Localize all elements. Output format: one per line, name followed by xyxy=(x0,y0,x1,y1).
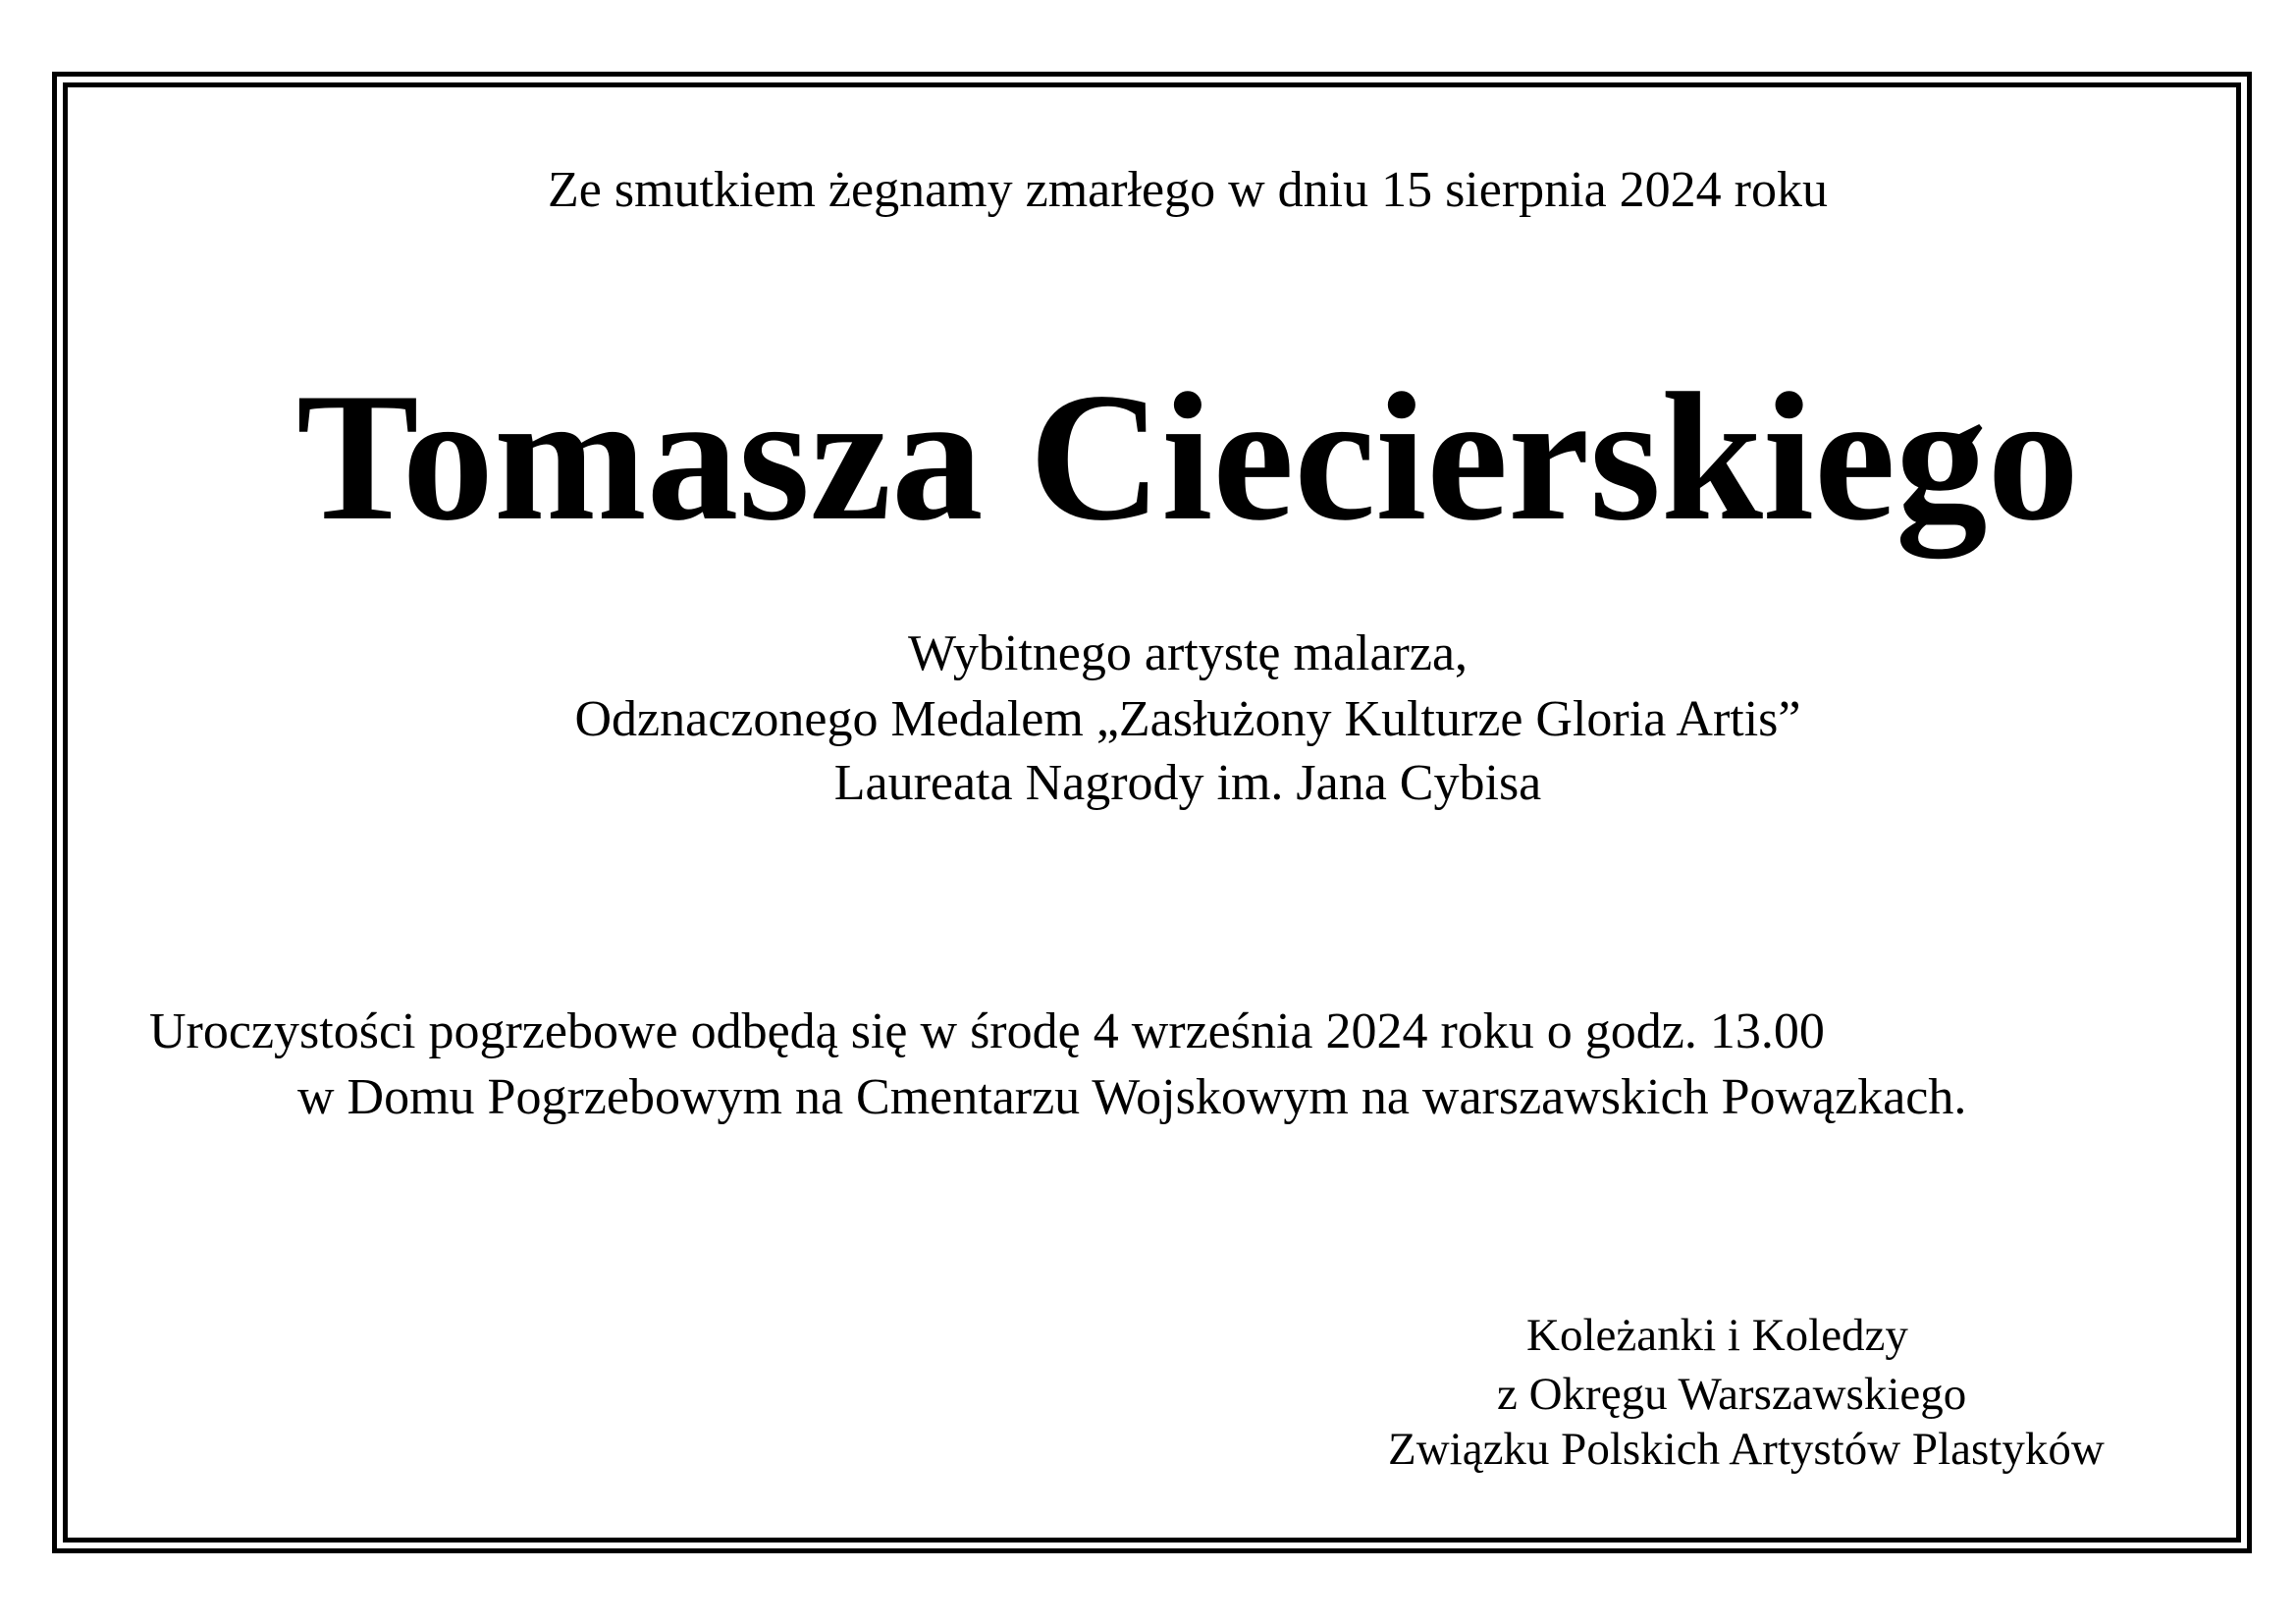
signature-line-district: z Okręgu Warszawskiego xyxy=(1497,1369,1967,1420)
intro-line: Ze smutkiem żegnamy zmarłego w dniu 15 sierpnia 2024 roku xyxy=(547,162,1828,218)
funeral-location-line: w Domu Pogrzebowym na Cmentarzu Wojskowym na warszawskich Powązkach. xyxy=(297,1069,1967,1125)
signature-line-union: Związku Polskich Artystów Plastyków xyxy=(1388,1424,2105,1475)
deceased-name: Tomasza Ciecierskiego xyxy=(295,355,2080,559)
funeral-date-line: Uroczystości pogrzebowe odbędą się w środę 4 września 2024 roku o godz. 13.00 xyxy=(149,1003,1825,1059)
honor-line-artist: Wybitnego artystę malarza, xyxy=(907,625,1468,681)
honor-line-medal: Odznaczonego Medalem „Zasłużony Kulturze Gloria Artis” xyxy=(574,691,1801,747)
inner-border xyxy=(63,82,2241,1543)
signature-line-colleagues: Koleżanki i Koledzy xyxy=(1526,1310,1908,1361)
honor-line-award: Laureata Nagrody im. Jana Cybisa xyxy=(833,755,1542,811)
